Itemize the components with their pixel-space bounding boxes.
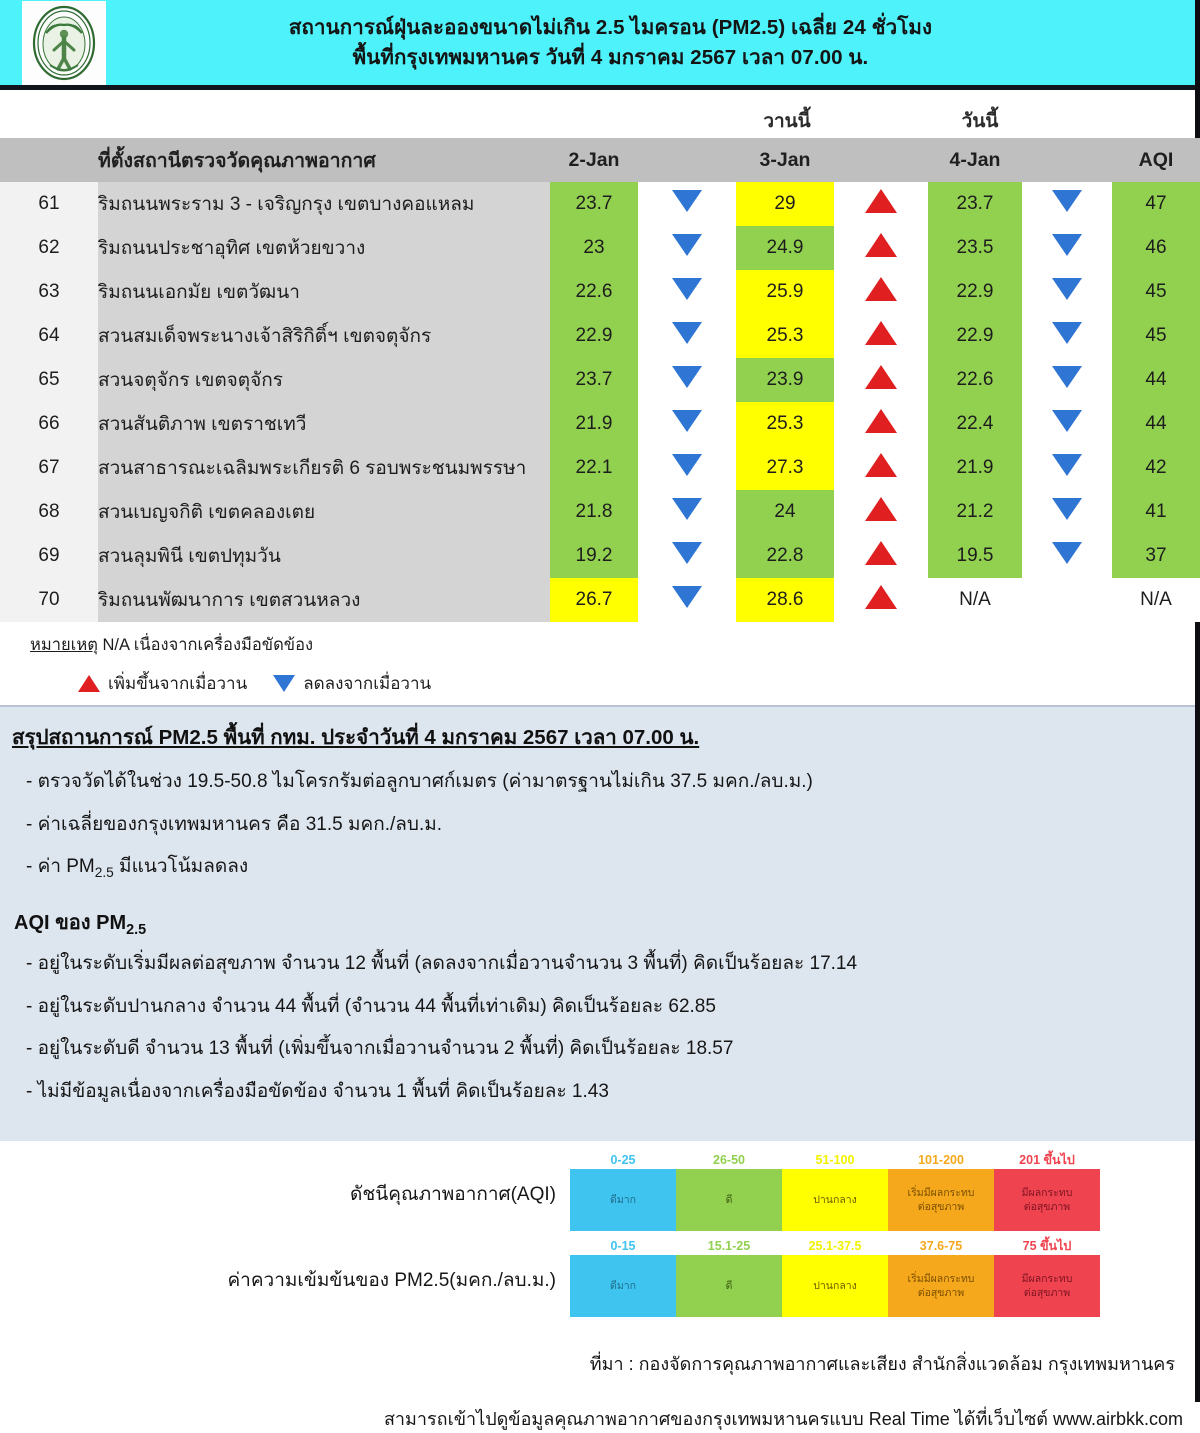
value-aqi: 37	[1112, 534, 1200, 578]
summary-range-line: - ตรวจวัดได้ในช่วง 19.5-50.8 ไมโครกรัมต่อลูกบาศก์เมตร (ค่ามาตรฐานไม่เกิน 37.5 มคก./ลบ.ม.)	[26, 771, 813, 792]
trend-arrow-1	[638, 446, 736, 490]
summary-average-line: - ค่าเฉลี่ยของกรุงเทพมหานคร คือ 31.5 มคก./ลบ.ม.	[26, 813, 443, 835]
trend-3-down-icon	[1052, 542, 1082, 564]
trend-3-down-icon	[1052, 322, 1082, 344]
band-range-label: 15.1-25	[707, 1238, 751, 1253]
table-super-header	[0, 90, 1195, 138]
table-row	[0, 270, 1200, 314]
station-name: ริมถนนพัฒนาการ เขตสวนหลวง	[98, 578, 550, 622]
trend-3-down-icon	[1052, 234, 1082, 256]
station-name: สวนสาธารณะเฉลิมพระเกียรติ 6 รอบพระชนมพรรษา	[98, 446, 550, 490]
value-2jan: 21.9	[550, 402, 638, 446]
scale-band-group	[570, 1237, 1100, 1317]
note-na-text: N/A เนื่องจากเครื่องมือขัดข้อง	[102, 636, 314, 654]
table-row	[0, 490, 1200, 534]
arrow-up-icon	[78, 675, 100, 692]
header-station-col: ที่ตั้งสถานีตรวจวัดคุณภาพอากาศ	[98, 138, 550, 182]
value-2jan: 22.1	[550, 446, 638, 490]
trend-3-down-icon	[1052, 410, 1082, 432]
table-body	[0, 182, 1200, 622]
trend-arrow-1	[638, 226, 736, 270]
scale-axis-label: ดัชนีคุณภาพอากาศ(AQI)	[350, 1183, 556, 1205]
station-number: 68	[0, 490, 98, 534]
aqi-line-moderate: - อยู่ในระดับปานกลาง จำนวน 44 พื้นที่ (จำนวน 44 พื้นที่เท่าเดิม) คิดเป็นร้อยละ 62.85	[26, 995, 716, 1017]
header-date-2jan: 2-Jan	[550, 138, 638, 182]
aqi-scale-row	[0, 1151, 1195, 1231]
trend-arrow-2	[834, 226, 928, 270]
table-row	[0, 578, 1200, 622]
station-number: 65	[0, 358, 98, 402]
value-4jan: 21.9	[928, 446, 1022, 490]
report-title-line1: สถานการณ์ฝุ่นละอองขนาดไม่เกิน 2.5 ไมครอน (PM2.5) เฉลี่ย 24 ชั่วโมง	[288, 15, 933, 39]
header-arrow-col-3	[1022, 138, 1112, 182]
scale-band-good	[676, 1151, 782, 1231]
value-aqi: 47	[1112, 182, 1200, 226]
band-text-line2: ต่อสุขภาพ	[1023, 1200, 1071, 1213]
trend-3-down-icon	[1052, 454, 1082, 476]
bma-seal-icon	[22, 1, 106, 85]
scale-band-unhealthy-for-sensitive	[888, 1151, 994, 1231]
scale-legend-section	[0, 1141, 1195, 1317]
trend-arrow-1	[638, 578, 736, 622]
band-color-box	[676, 1169, 782, 1231]
scale-band-very-good	[570, 1151, 676, 1231]
scale-band-very-good	[570, 1237, 676, 1317]
station-name: สวนเบญจกิติ เขตคลองเตย	[98, 490, 550, 534]
header-aqi: AQI	[1112, 138, 1200, 182]
trend-arrow-1	[638, 182, 736, 226]
aqi-heading-sub: 2.5	[126, 921, 147, 938]
arrow-down-icon	[273, 675, 295, 692]
station-name: สวนจตุจักร เขตจตุจักร	[98, 358, 550, 402]
trend-2-up-icon	[865, 321, 897, 345]
header-title-block	[106, 13, 1195, 72]
trend-arrow-3	[1022, 358, 1112, 402]
value-aqi: 41	[1112, 490, 1200, 534]
band-text-line1: ดีมาก	[610, 1193, 636, 1206]
station-number: 70	[0, 578, 98, 622]
trend-3-down-icon	[1052, 278, 1082, 300]
station-number: 69	[0, 534, 98, 578]
trend-arrow-3	[1022, 270, 1112, 314]
table-row	[0, 534, 1200, 578]
table-row	[0, 226, 1200, 270]
value-3jan: 28.6	[736, 578, 834, 622]
value-aqi: 46	[1112, 226, 1200, 270]
note-arrow-legend	[78, 670, 1195, 697]
value-2jan: 26.7	[550, 578, 638, 622]
station-name: ริมถนนประชาอุทิศ เขตห้วยขวาง	[98, 226, 550, 270]
trend-arrow-1	[638, 358, 736, 402]
value-2jan: 21.8	[550, 490, 638, 534]
trend-2-up-icon	[865, 365, 897, 389]
table-row	[0, 182, 1200, 226]
band-range-label: 75 ขึ้นไป	[1022, 1238, 1072, 1253]
band-text-line1: เริ่มมีผลกระทบ	[907, 1272, 975, 1285]
trend-3-down-icon	[1052, 498, 1082, 520]
station-number: 64	[0, 314, 98, 358]
band-color-box	[888, 1169, 994, 1231]
trend-arrow-3	[1022, 490, 1112, 534]
note-na-line	[30, 632, 1195, 658]
trend-3-down-icon	[1052, 190, 1082, 212]
scale-band-unhealthy	[994, 1151, 1100, 1231]
value-aqi: 42	[1112, 446, 1200, 490]
trend-2-up-icon	[865, 541, 897, 565]
band-text-line1: ดี	[725, 1279, 733, 1292]
band-color-box	[782, 1255, 888, 1317]
aqi-line-good: - อยู่ในระดับดี จำนวน 13 พื้นที่ (เพิ่มขึ้นจากเมื่อวานจำนวน 2 พื้นที่) คิดเป็นร้อยละ 18.57	[26, 1038, 734, 1060]
report-title-line2: พื้นที่กรุงเทพมหานคร วันที่ 4 มกราคม 2567 เวลา 07.00 น.	[352, 45, 869, 69]
value-2jan: 23.7	[550, 358, 638, 402]
trend-arrow-1	[638, 490, 736, 534]
trend-arrow-3	[1022, 578, 1112, 622]
band-text-line1: ดีมาก	[610, 1279, 636, 1292]
summary-trend-line	[26, 855, 1195, 882]
station-name: สวนลุมพินี เขตปทุมวัน	[98, 534, 550, 578]
scale-band-group	[570, 1151, 1100, 1231]
trend-1-down-icon	[672, 366, 702, 388]
trend-arrow-1	[638, 270, 736, 314]
value-3jan: 24	[736, 490, 834, 534]
station-number: 63	[0, 270, 98, 314]
value-4jan: N/A	[928, 578, 1022, 622]
table-row	[0, 402, 1200, 446]
value-2jan: 22.6	[550, 270, 638, 314]
trend-2-up-icon	[865, 233, 897, 257]
summary-trend-sub: 2.5	[94, 865, 114, 881]
value-4jan: 22.6	[928, 358, 1022, 402]
table-row	[0, 314, 1200, 358]
report-footer	[0, 1323, 1195, 1433]
value-4jan: 23.7	[928, 182, 1022, 226]
aqi-heading-prefix: AQI ของ PM	[14, 911, 127, 934]
value-3jan: 25.3	[736, 402, 834, 446]
legend-decrease-label: ลดลงจากเมื่อวาน	[303, 674, 432, 693]
trend-arrow-2	[834, 182, 928, 226]
band-color-box	[994, 1255, 1100, 1317]
value-aqi: 45	[1112, 314, 1200, 358]
band-text-line1: เริ่มมีผลกระทบ	[907, 1186, 975, 1199]
footer-source: ที่มา : กองจัดการคุณภาพอากาศและเสียง สำนักสิ่งแวดล้อม กรุงเทพมหานคร	[589, 1353, 1175, 1374]
trend-arrow-2	[834, 490, 928, 534]
value-4jan: 23.5	[928, 226, 1022, 270]
trend-arrow-2	[834, 314, 928, 358]
trend-2-up-icon	[865, 453, 897, 477]
value-4jan: 22.9	[928, 314, 1022, 358]
super-header-yesterday: วานนี้	[763, 111, 811, 132]
header-date-3jan: 3-Jan	[736, 138, 834, 182]
trend-arrow-2	[834, 270, 928, 314]
band-color-box	[570, 1255, 676, 1317]
value-3jan: 24.9	[736, 226, 834, 270]
pm25-scale-row	[0, 1237, 1195, 1317]
value-aqi: N/A	[1112, 578, 1200, 622]
trend-2-up-icon	[865, 409, 897, 433]
aqi-line-no-data: - ไม่มีข้อมูลเนื่องจากเครื่องมือขัดข้อง จำนวน 1 พื้นที่ คิดเป็นร้อยละ 1.43	[26, 1081, 609, 1103]
band-text-line1: ปานกลาง	[813, 1279, 857, 1292]
trend-1-down-icon	[672, 322, 702, 344]
trend-1-down-icon	[672, 454, 702, 476]
scale-band-good	[676, 1237, 782, 1317]
trend-arrow-3	[1022, 182, 1112, 226]
trend-1-down-icon	[672, 586, 702, 608]
band-color-box	[570, 1169, 676, 1231]
value-3jan: 27.3	[736, 446, 834, 490]
value-2jan: 23	[550, 226, 638, 270]
station-number: 62	[0, 226, 98, 270]
trend-arrow-3	[1022, 534, 1112, 578]
station-name: ริมถนนเอกมัย เขตวัฒนา	[98, 270, 550, 314]
summary-trend-suffix: มีแนวโน้มลดลง	[113, 856, 249, 878]
scale-band-unhealthy-for-sensitive	[888, 1237, 994, 1317]
header-date-4jan: 4-Jan	[928, 138, 1022, 182]
band-text-line1: มีผลกระทบ	[1021, 1186, 1073, 1199]
scale-band-unhealthy	[994, 1237, 1100, 1317]
band-range-label: 25.1-37.5	[808, 1238, 862, 1253]
band-color-box	[782, 1169, 888, 1231]
station-name: สวนสันติภาพ เขตราชเทวี	[98, 402, 550, 446]
summary-panel	[0, 705, 1195, 1141]
band-range-label: 0-25	[610, 1152, 636, 1167]
trend-1-down-icon	[672, 278, 702, 300]
trend-2-up-icon	[865, 277, 897, 301]
trend-1-down-icon	[672, 190, 702, 212]
aqi-line-unhealthy-sensitive: - อยู่ในระดับเริ่มมีผลต่อสุขภาพ จำนวน 12 พื้นที่ (ลดลงจากเมื่อวานจำนวน 3 พื้นที่) คิดเป็นร้อยละ 17.14	[26, 952, 858, 974]
aqi-section-heading	[14, 906, 1195, 938]
value-3jan: 29	[736, 182, 834, 226]
value-2jan: 23.7	[550, 182, 638, 226]
station-number: 61	[0, 182, 98, 226]
band-text-line2: ต่อสุขภาพ	[917, 1286, 965, 1299]
footer-website: สามารถเข้าไปดูข้อมูลคุณภาพอากาศของกรุงเทพมหานครแบบ Real Time ได้ที่เว็บไซต์ www.airbkk.com	[383, 1408, 1183, 1429]
band-text-line1: ดี	[725, 1193, 733, 1206]
band-color-box	[994, 1169, 1100, 1231]
trend-arrow-1	[638, 534, 736, 578]
trend-arrow-3	[1022, 402, 1112, 446]
trend-arrow-3	[1022, 446, 1112, 490]
trend-arrow-2	[834, 402, 928, 446]
trend-arrow-3	[1022, 226, 1112, 270]
trend-2-up-icon	[865, 497, 897, 521]
value-4jan: 19.5	[928, 534, 1022, 578]
trend-1-down-icon	[672, 542, 702, 564]
note-label: หมายเหตุ	[30, 636, 98, 654]
table-header-row	[0, 138, 1200, 182]
trend-1-down-icon	[672, 498, 702, 520]
super-header-today: วันนี้	[961, 111, 999, 132]
band-range-label: 37.6-75	[919, 1238, 963, 1253]
station-name: สวนสมเด็จพระนางเจ้าสิริกิติ์ฯ เขตจตุจักร	[98, 314, 550, 358]
trend-arrow-2	[834, 446, 928, 490]
trend-1-down-icon	[672, 410, 702, 432]
value-aqi: 44	[1112, 358, 1200, 402]
value-3jan: 25.3	[736, 314, 834, 358]
station-number: 67	[0, 446, 98, 490]
value-2jan: 22.9	[550, 314, 638, 358]
band-range-label: 0-15	[610, 1238, 636, 1253]
band-range-label: 101-200	[918, 1152, 964, 1167]
band-text-line1: มีผลกระทบ	[1021, 1272, 1073, 1285]
band-range-label: 201 ขึ้นไป	[1019, 1152, 1075, 1167]
table-row	[0, 358, 1200, 402]
trend-1-down-icon	[672, 234, 702, 256]
band-range-label: 51-100	[815, 1152, 855, 1167]
report-header	[0, 0, 1195, 90]
trend-3-down-icon	[1052, 366, 1082, 388]
trend-2-up-icon	[865, 189, 897, 213]
band-color-box	[676, 1255, 782, 1317]
legend-increase-label: เพิ่มขึ้นจากเมื่อวาน	[108, 674, 248, 693]
value-2jan: 19.2	[550, 534, 638, 578]
band-text-line1: ปานกลาง	[813, 1193, 857, 1206]
value-4jan: 22.4	[928, 402, 1022, 446]
trend-arrow-3	[1022, 314, 1112, 358]
scale-band-moderate	[782, 1151, 888, 1231]
trend-arrow-2	[834, 358, 928, 402]
summary-trend-prefix: - ค่า PM	[26, 856, 95, 878]
band-text-line2: ต่อสุขภาพ	[1023, 1286, 1071, 1299]
header-number-col	[0, 138, 98, 182]
pm25-station-table	[0, 138, 1200, 622]
value-4jan: 21.2	[928, 490, 1022, 534]
scale-band-moderate	[782, 1237, 888, 1317]
trend-arrow-2	[834, 578, 928, 622]
value-3jan: 23.9	[736, 358, 834, 402]
table-notes	[0, 622, 1195, 705]
value-3jan: 25.9	[736, 270, 834, 314]
band-range-label: 26-50	[713, 1152, 745, 1167]
summary-title: สรุปสถานการณ์ PM2.5 พื้นที่ กทม. ประจำวันที่ 4 มกราคม 2567 เวลา 07.00 น.	[12, 726, 700, 749]
value-4jan: 22.9	[928, 270, 1022, 314]
band-text-line2: ต่อสุขภาพ	[917, 1200, 965, 1213]
value-aqi: 44	[1112, 402, 1200, 446]
header-arrow-col-2	[834, 138, 928, 182]
band-color-box	[888, 1255, 994, 1317]
table-row	[0, 446, 1200, 490]
scale-axis-label: ค่าความเข้มข้นของ PM2.5(มคก./ลบ.ม.)	[227, 1269, 556, 1291]
station-number: 66	[0, 402, 98, 446]
value-aqi: 45	[1112, 270, 1200, 314]
trend-arrow-2	[834, 534, 928, 578]
value-3jan: 22.8	[736, 534, 834, 578]
trend-arrow-1	[638, 402, 736, 446]
station-name: ริมถนนพระราม 3 - เจริญกรุง เขตบางคอแหลม	[98, 182, 550, 226]
trend-2-up-icon	[865, 585, 897, 609]
header-arrow-col-1	[638, 138, 736, 182]
trend-arrow-1	[638, 314, 736, 358]
